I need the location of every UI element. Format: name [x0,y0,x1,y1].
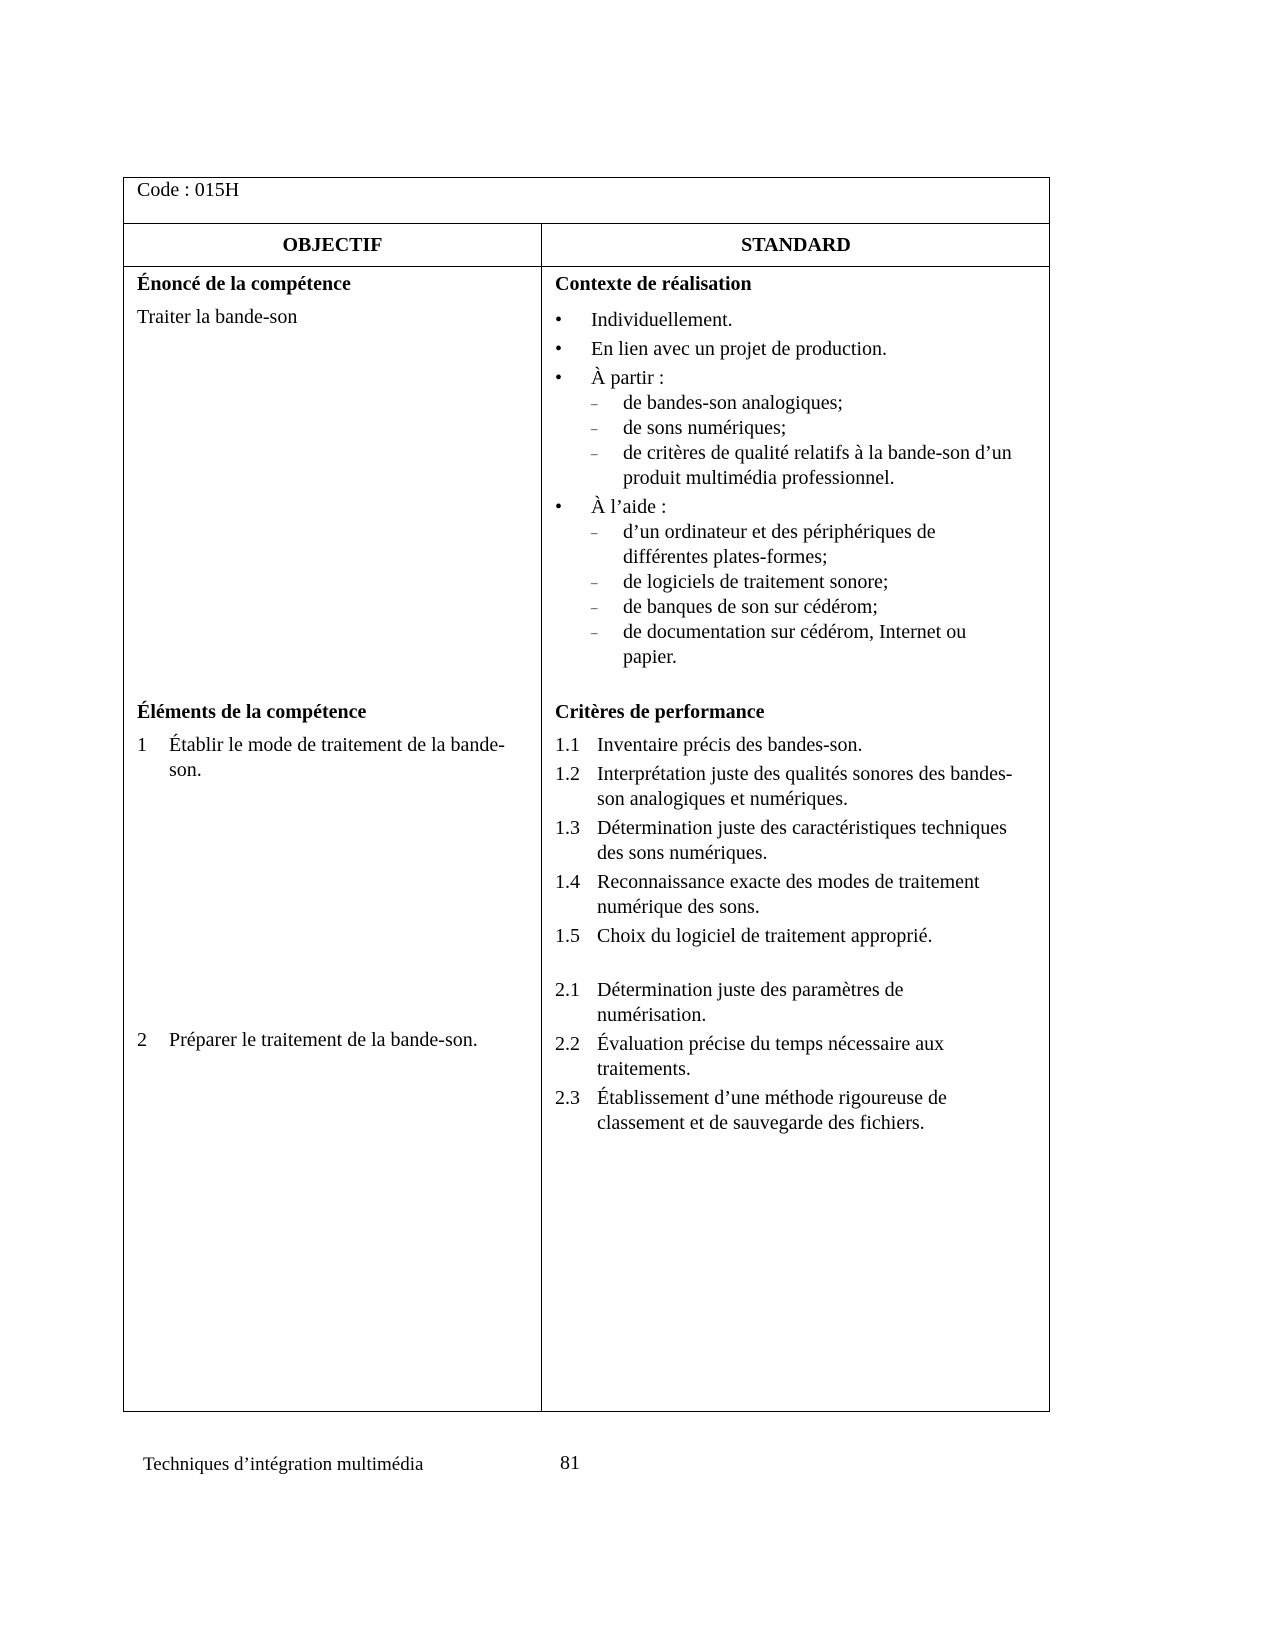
critere-number: 1.3 [555,817,580,839]
element-text: Établir le mode de traitement de la bande-son. [169,734,505,781]
dash-icon: – [591,600,598,615]
contexte-item-text: À l’aide : [591,496,667,518]
contexte-subitem [555,595,1015,620]
contexte-subitem-text: de sons numériques; [623,417,787,439]
critere-text: Interprétation juste des qualités sonores des bandes-son analogiques et numériques. [597,763,1013,810]
dash-icon: – [591,625,598,640]
contexte-item [555,495,1015,520]
contexte-subitem-text: d’un ordinateur et des périphériques de différentes plates-formes; [623,521,936,568]
header-standard: STANDARD [741,234,851,256]
contexte-item [555,308,1015,333]
contexte-item [555,337,1015,362]
critere-number: 1.2 [555,763,580,785]
enonce-title: Énoncé de la compétence [137,273,351,295]
column-divider [541,224,542,1411]
elements-title: Éléments de la compétence [137,701,367,723]
element-text: Préparer le traitement de la bande-son. [169,1029,478,1051]
footer-title: Techniques d’intégration multimédia [143,1454,424,1475]
critere-text: Détermination juste des caractéristiques techniques des sons numériques. [597,817,1007,864]
critere-item [555,762,1025,812]
critere-text: Détermination juste des paramètres de numérisation. [597,979,904,1026]
dash-icon: – [591,396,598,411]
critere-number: 1.5 [555,925,580,947]
dash-icon: – [591,575,598,590]
divider [124,223,1049,224]
critere-item [555,1032,995,1082]
bullet-icon: • [555,496,563,518]
contexte-title: Contexte de réalisation [555,273,752,295]
contexte-item-text: Individuellement. [591,309,733,331]
contexte-item [555,366,1015,391]
critere-number: 2.2 [555,1033,580,1055]
contexte-subitem-text: de banques de son sur cédérom; [623,596,878,618]
contexte-subitem [555,416,1015,441]
critere-text: Évaluation précise du temps nécessaire aux traitements. [597,1033,945,1080]
contexte-subitem [555,620,1015,670]
critere-text: Choix du logiciel de traitement approprié. [597,925,933,947]
critere-number: 2.3 [555,1087,580,1109]
criteres-title: Critères de performance [555,701,765,723]
critere-item [555,870,1025,920]
contexte-subitem-text: de logiciels de traitement sonore; [623,571,889,593]
element-item [137,1028,559,1053]
critere-number: 2.1 [555,979,580,1001]
critere-item [555,816,1025,866]
criteres-group-2 [555,978,995,1136]
bullet-icon: • [555,338,563,360]
dash-icon: – [591,421,598,436]
header-objectif: OBJECTIF [282,234,383,256]
critere-item [555,733,1025,758]
divider [124,266,1049,267]
element-number: 1 [137,734,147,756]
element-number: 2 [137,1029,147,1051]
contexte-item-text: En lien avec un projet de production. [591,338,888,360]
dash-icon: – [591,525,598,540]
critere-text: Inventaire précis des bandes-son. [597,734,863,756]
critere-number: 1.1 [555,734,580,756]
contexte-subitem [555,570,1015,595]
critere-number: 1.4 [555,871,580,893]
contexte-subitem-text: de critères de qualité relatifs à la bande-son d’un produit multimédia professionnel. [623,442,1012,489]
code-label: Code : 015H [137,179,240,201]
contexte-subitem-text: de bandes-son analogiques; [623,392,843,414]
page-number: 81 [560,1452,580,1474]
bullet-icon: • [555,309,563,331]
element-item [137,733,514,783]
enonce-text: Traiter la bande-son [137,306,298,328]
contexte-subitem-text: de documentation sur cédérom, Internet ou papier. [623,621,967,668]
contexte-subitem [555,391,1015,416]
contexte-subitem [555,520,1015,570]
critere-text: Reconnaissance exacte des modes de traitement numérique des sons. [597,871,980,918]
dash-icon: – [591,446,598,461]
critere-item [555,924,1025,949]
bullet-icon: • [555,367,563,389]
contexte-subitem [555,441,1015,491]
critere-item [555,1086,995,1136]
criteres-group-1 [555,733,1025,949]
contexte-item-text: À partir : [591,367,665,389]
contexte-list [555,308,1015,670]
critere-text: Établissement d’une méthode rigoureuse de classement et de sauvegarde des fichiers. [597,1087,947,1134]
critere-item [555,978,995,1028]
